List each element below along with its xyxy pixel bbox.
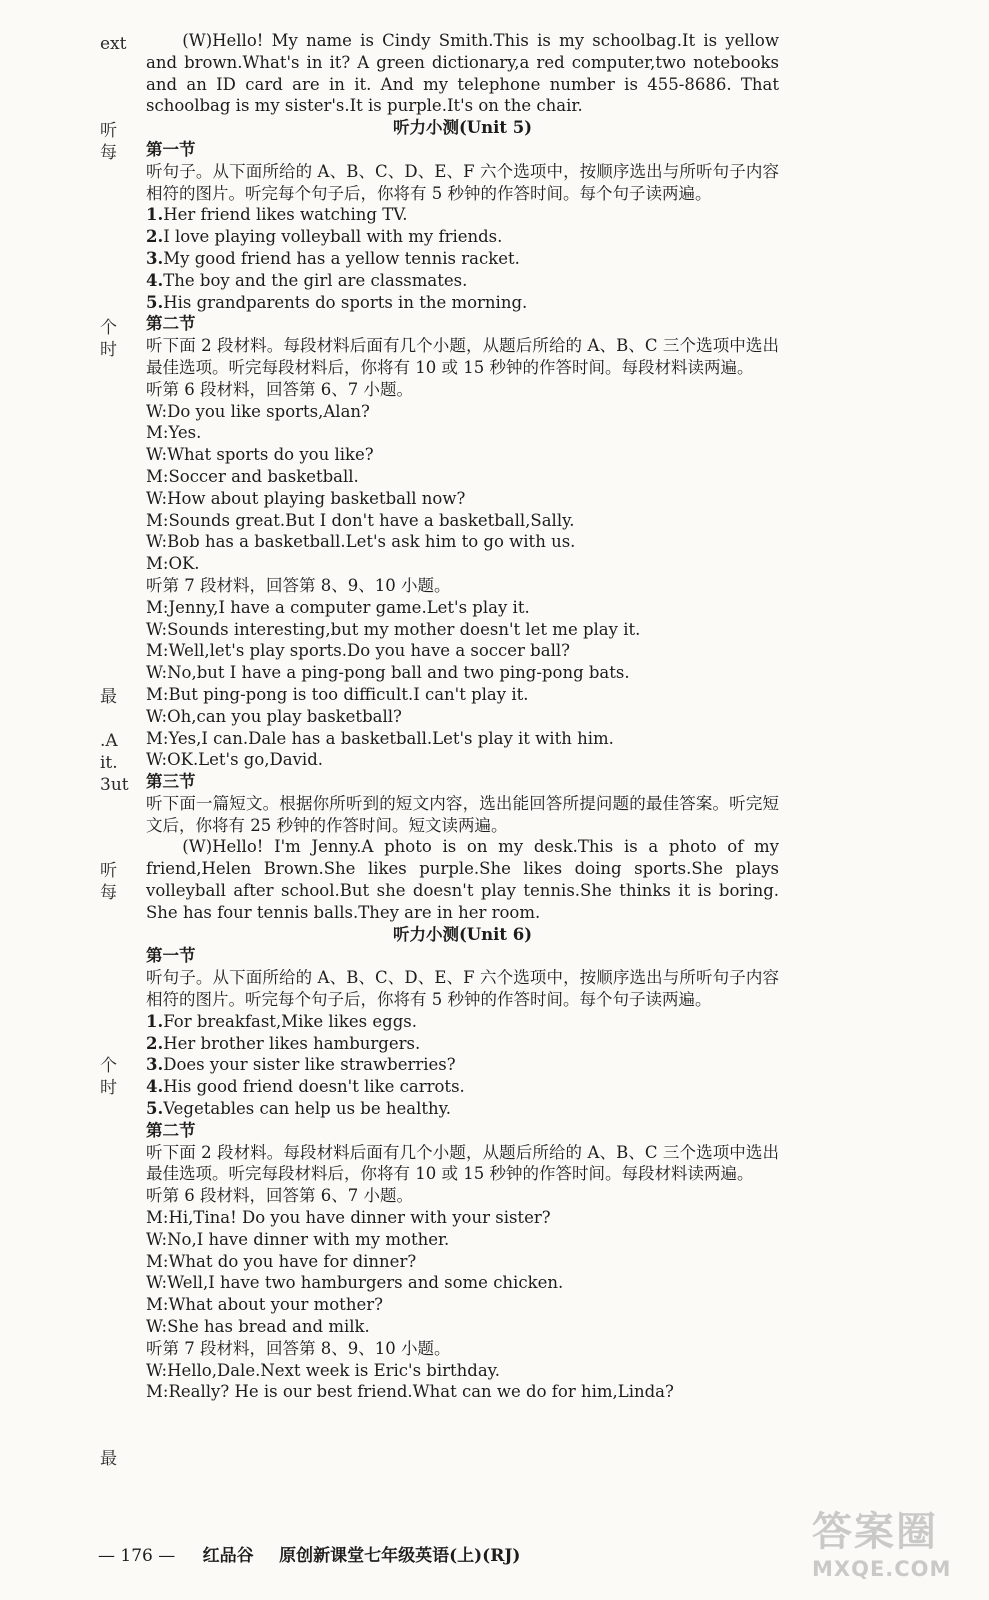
dialogue-line: M:OK. <box>146 554 200 574</box>
sentence-item <box>146 204 779 226</box>
unit5-material7-title: 听第 7 段材料，回答第 8、9、10 小题。 <box>146 575 451 595</box>
unit6-material6-title: 听第 6 段材料，回答第 6、7 小题。 <box>146 1186 413 1206</box>
sentence-text: Vegetables can help us be healthy. <box>163 1099 451 1119</box>
unit5-section3-instructions: 听下面一篇短文。根据你所听到的短文内容，选出能回答所提问题的最佳答案。听完短文后，你将有 25 秒钟的作答时间。短文读两遍。 <box>146 793 779 835</box>
unit5-sentence-list <box>146 204 779 313</box>
margin-fragment: 最 <box>100 687 117 707</box>
margin-fragment: 听 <box>100 861 117 881</box>
book-title: 原创新课堂七年级英语(上)(RJ) <box>279 1546 521 1566</box>
dialogue-line: W:She has bread and milk. <box>146 1317 370 1337</box>
dialogue-line: M:Hi,Tina! Do you have dinner with your sister? <box>146 1208 551 1228</box>
dialogue-line: W:Oh,can you play basketball? <box>146 706 402 726</box>
unit5-section1-title: 第一节 <box>146 139 196 159</box>
sentence-number: 2. <box>146 227 164 247</box>
unit5-section1-instructions: 听句子。从下面所给的 A、B、C、D、E、F 六个选项中，按顺序选出与所听句子内容相符的图片。听完每个句子后，你将有 5 秒钟的作答时间。每个句子读两遍。 <box>146 161 779 203</box>
unit6-material7-dialogue <box>146 1360 779 1404</box>
unit6-sentence-list <box>146 1011 779 1120</box>
sentence-text: My good friend has a yellow tennis racket. <box>163 248 520 268</box>
dialogue-line: W:Well,I have two hamburgers and some chicken. <box>146 1273 564 1293</box>
sentence-item <box>146 1076 779 1098</box>
sentence-item <box>146 1054 779 1076</box>
margin-fragment: ext <box>100 34 127 54</box>
sentence-number: 1. <box>146 205 164 225</box>
dialogue-line: W:Bob has a basketball.Let's ask him to go with us. <box>146 532 576 552</box>
unit5-material7-dialogue <box>146 597 779 771</box>
publisher-brand: 红品谷 <box>202 1546 254 1566</box>
margin-fragment: 时 <box>100 1078 117 1098</box>
unit5-passage: (W)Hello! I'm Jenny.A photo is on my desk.This is a photo of my friend,Helen Brown.She likes purple.She likes doing sports.She plays volleyball after school.But she doesn't play tennis.She thinks it is boring. She has four tennis balls.They are in her room. <box>146 837 779 922</box>
unit5-material6-title: 听第 6 段材料，回答第 6、7 小题。 <box>146 379 413 399</box>
sentence-text: For breakfast,Mike likes eggs. <box>163 1011 417 1031</box>
dialogue-line: M:Yes. <box>146 423 202 443</box>
unit6-section2-title: 第二节 <box>146 1120 196 1140</box>
sentence-number: 3. <box>146 248 164 268</box>
watermark-logo: 答案圈 <box>812 1509 938 1555</box>
unit5-material6-dialogue <box>146 401 779 575</box>
unit6-section1-instructions: 听句子。从下面所给的 A、B、C、D、E、F 六个选项中，按顺序选出与所听句子内容相符的图片。听完每个句子后，你将有 5 秒钟的作答时间。每个句子读两遍。 <box>146 968 779 1010</box>
sentence-number: 5. <box>146 1099 164 1119</box>
unit6-section2-instructions: 听下面 2 段材料。每段材料后面有几个小题，从题后所给的 A、B、C 三个选项中选出最佳选项。听完每段材料后，你将有 10 或 15 秒钟的作答时间。每段材料读两遍。 <box>146 1142 779 1184</box>
margin-fragment: 个 <box>100 318 117 338</box>
sentence-text: Does your sister like strawberries? <box>163 1055 456 1075</box>
sentence-item <box>146 1098 779 1120</box>
sentence-number: 5. <box>146 292 164 312</box>
dialogue-line: M:Yes,I can.Dale has a basketball.Let's play it with him. <box>146 728 614 748</box>
sentence-text: Her brother likes hamburgers. <box>163 1033 421 1053</box>
unit6-material7-title: 听第 7 段材料，回答第 8、9、10 小题。 <box>146 1338 451 1358</box>
sentence-item <box>146 292 779 314</box>
dialogue-line: W:OK.Let's go,David. <box>146 750 323 770</box>
dialogue-line: M:Soccer and basketball. <box>146 466 359 486</box>
unit6-heading: 听力小测(Unit 6) <box>392 924 533 944</box>
margin-fragment: 个 <box>100 1056 117 1076</box>
sentence-item <box>146 226 779 248</box>
dialogue-line: M:Really? He is our best friend.What can we do for him,Linda? <box>146 1382 674 1402</box>
dialogue-line: M:But ping-pong is too difficult.I can't play it. <box>146 684 529 704</box>
page-footer <box>98 1541 520 1566</box>
unit5-section2-title: 第二节 <box>146 314 196 334</box>
margin-fragment: .A <box>100 731 118 751</box>
margin-fragment: 听 <box>100 121 117 141</box>
sentence-text: I love playing volleyball with my friends. <box>163 227 503 247</box>
dialogue-line: W:No,I have dinner with my mother. <box>146 1229 450 1249</box>
sentence-text: Her friend likes watching TV. <box>163 205 408 225</box>
sentence-number: 4. <box>146 270 164 290</box>
unit5-heading: 听力小测(Unit 5) <box>392 118 533 138</box>
margin-fragment: 每 <box>100 883 117 903</box>
dialogue-line: M:What do you have for dinner? <box>146 1251 417 1271</box>
dialogue-line: W:Do you like sports,Alan? <box>146 401 370 421</box>
margin-fragment: 3ut <box>100 775 129 795</box>
sentence-number: 4. <box>146 1077 164 1097</box>
margin-fragment: 时 <box>100 340 117 360</box>
dialogue-line: W:No,but I have a ping-pong ball and two ping-pong bats. <box>146 663 630 683</box>
margin-fragment: 每 <box>100 143 117 163</box>
dialogue-line: W:Sounds interesting,but my mother doesn't let me play it. <box>146 619 641 639</box>
sentence-number: 2. <box>146 1033 164 1053</box>
dialogue-line: W:Hello,Dale.Next week is Eric's birthday. <box>146 1360 501 1380</box>
intro-passage: (W)Hello! My name is Cindy Smith.This is my schoolbag.It is yellow and brown.What's in it? A green dictionary,a red computer,two notebooks and an ID card are in it. And my telephone number is 455-8686. That schoolbag is my sister's.It is purple.It's on the chair. <box>146 31 779 116</box>
watermark <box>812 1500 972 1592</box>
sentence-item <box>146 1011 779 1033</box>
unit5-section3-title: 第三节 <box>146 772 196 792</box>
dialogue-line: W:What sports do you like? <box>146 445 374 465</box>
dialogue-line: M:Sounds great.But I don't have a basketball,Sally. <box>146 510 575 530</box>
page-content <box>146 30 779 1403</box>
sentence-item <box>146 270 779 292</box>
dialogue-line: W:How about playing basketball now? <box>146 488 466 508</box>
sentence-text: His grandparents do sports in the morning. <box>163 292 528 312</box>
unit5-section2-instructions: 听下面 2 段材料。每段材料后面有几个小题，从题后所给的 A、B、C 三个选项中选出最佳选项。听完每段材料后，你将有 10 或 15 秒钟的作答时间。每段材料读两遍。 <box>146 336 779 377</box>
sentence-item <box>146 248 779 270</box>
sentence-number: 3. <box>146 1055 164 1075</box>
unit6-section1-title: 第一节 <box>146 946 196 966</box>
sentence-text: His good friend doesn't like carrots. <box>163 1077 465 1097</box>
dialogue-line: M:Jenny,I have a computer game.Let's play it. <box>146 597 530 617</box>
watermark-url: MXQE.COM <box>812 1557 952 1581</box>
dialogue-line: M:Well,let's play sports.Do you have a soccer ball? <box>146 641 570 661</box>
margin-fragment: 最 <box>100 1449 117 1469</box>
unit6-material6-dialogue <box>146 1207 779 1338</box>
margin-fragment: it. <box>100 753 118 773</box>
dialogue-line: M:What about your mother? <box>146 1295 383 1315</box>
sentence-number: 1. <box>146 1011 164 1031</box>
sentence-text: The boy and the girl are classmates. <box>163 270 468 290</box>
page-number: — 176 — <box>98 1546 176 1566</box>
sentence-item <box>146 1033 779 1055</box>
